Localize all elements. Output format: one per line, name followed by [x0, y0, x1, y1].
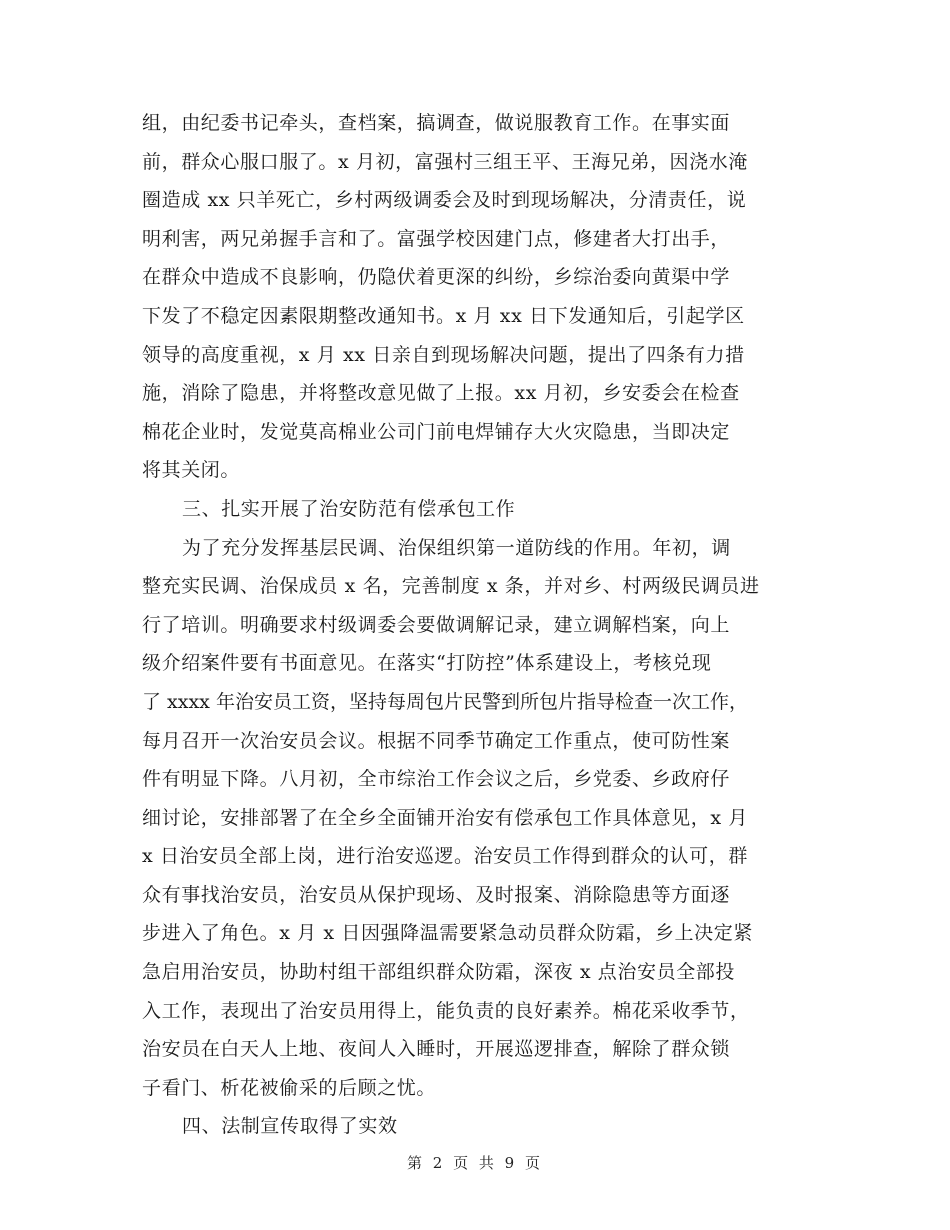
paragraph-line: 了 xxxx 年治安员工资，坚持每周包片民警到所包片指导检查一次工作，: [142, 690, 748, 713]
paragraph-line: 每月召开一次治安员会议。根据不同季节确定工作重点，使可防性案: [142, 729, 731, 752]
page-footer: 第 2 页 共 9 页: [407, 1154, 543, 1172]
paragraph-line: 级介绍案件要有书面意见。在落实“打防控”体系建设上，考核兑现: [142, 652, 712, 675]
paragraph-line: 众有事找治安员，治安员从保护现场、及时报案、消除隐患等方面逐: [142, 883, 731, 906]
document-body: [142, 104, 812, 1146]
paragraph-line: 入工作，表现出了治安员用得上，能负责的良好素养。棉花采收季节，: [142, 999, 750, 1022]
paragraph-line: 在群众中造成不良影响，仍隐伏着更深的纠纷，乡综治委向黄渠中学: [142, 266, 731, 289]
paragraph-line: 急启用治安员，协助村组干部组织群众防霜，深夜 x 点治安员全部投: [142, 961, 735, 984]
paragraph-line: 领导的高度重视，x 月 xx 日亲自到现场解决问题，提出了四条有力措: [142, 343, 745, 366]
section-heading-3: 三、扎实开展了治安防范有偿承包工作: [182, 497, 516, 520]
paragraph-line: 组，由纪委书记牵头，查档案，搞调查，做说服教育工作。在事实面: [142, 112, 731, 134]
paragraph-line: 下发了不稳定因素限期整改通知书。x 月 xx 日下发通知后，引起学区: [142, 304, 745, 327]
paragraph-line: 件有明显下降。八月初，全市综治工作会议之后，乡党委、乡政府仔: [142, 768, 731, 791]
paragraph-line: 步进入了角色。x 月 x 日因强降温需要紧急动员群众防霜，乡上决定紧: [142, 922, 753, 945]
paragraph-line: 将其关闭。: [142, 459, 241, 482]
paragraph-line: 整充实民调、治保成员 x 名，完善制度 x 条，并对乡、村两级民调员进: [142, 575, 760, 598]
paragraph-first-line: 为了充分发挥基层民调、治保组织第一道防线的作用。年初，调: [182, 536, 731, 559]
paragraph-line: 治安员在白天人上地、夜间人入睡时，开展巡逻排查，解除了群众锁: [142, 1038, 731, 1061]
paragraph-line: 子看门、析花被偷采的后顾之忧。: [142, 1076, 437, 1099]
paragraph-line: 明利害，两兄弟握手言和了。富强学校因建门点，修建者大打出手，: [142, 227, 731, 250]
paragraph-line: 细讨论，安排部署了在全乡全面铺开治安有偿承包工作具体意见，x 月: [142, 806, 748, 829]
section-heading-4: 四、法制宣传取得了实效: [182, 1115, 398, 1138]
paragraph-line: 前，群众心服口服了。x 月初，富强村三组王平、王海兄弟，因浇水淹: [142, 150, 748, 173]
paragraph-line: x 日治安员全部上岗，进行治安巡逻。治安员工作得到群众的认可，群: [142, 845, 748, 868]
paragraph-line: 圈造成 xx 只羊死亡，乡村两级调委会及时到现场解决，分清责任，说: [142, 189, 747, 212]
paragraph-line: 行了培训。明确要求村级调委会要做调解记录，建立调解档案，向上: [142, 613, 731, 636]
paragraph-line: 棉花企业时，发觉莫高棉业公司门前电焊铺存大火灾隐患，当即决定: [142, 420, 731, 443]
paragraph-line: 施，消除了隐患，并将整改意见做了上报。xx 月初，乡安委会在检查: [142, 382, 740, 405]
